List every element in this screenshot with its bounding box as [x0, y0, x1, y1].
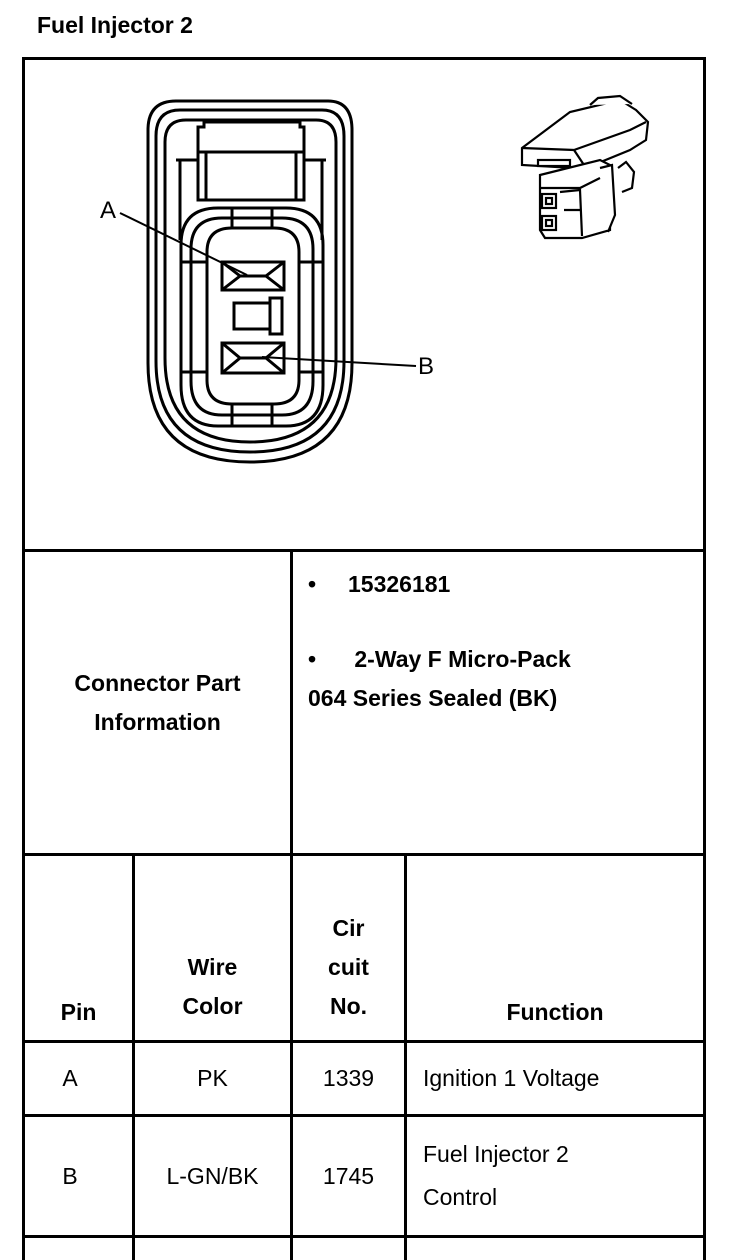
- divider-row-b: [22, 1235, 706, 1238]
- bullet-icon: •: [308, 571, 317, 597]
- header-wire-color-text: Wire Color: [182, 954, 243, 1019]
- row-b-wire-color-text: L-GN/BK: [166, 1162, 259, 1189]
- row-a-pin: [25, 1043, 115, 1114]
- connector-description: [308, 640, 571, 718]
- label-pin-a: A: [100, 197, 117, 224]
- row-a-circuit-text: 1339: [322, 1065, 375, 1091]
- header-pin: [25, 856, 132, 1040]
- row-a-pin-text: A: [62, 1065, 78, 1091]
- label-pin-b: B: [418, 353, 435, 380]
- row-a-wire-color-text: PK: [197, 1065, 228, 1091]
- header-pin-text: Pin: [60, 999, 97, 1025]
- row-a-circuit: [293, 1043, 404, 1114]
- row-b-function-text: Fuel Injector 2 Control: [423, 1141, 569, 1210]
- bullet-icon: •: [308, 646, 317, 672]
- header-wire-color: [135, 856, 290, 1040]
- connector-part-number: [308, 571, 450, 598]
- header-function: [407, 856, 703, 1040]
- connector-series-text: 064 Series Sealed (BK): [308, 685, 558, 711]
- part-number-text: 15326181: [348, 571, 451, 597]
- row-b-circuit: [293, 1117, 404, 1235]
- connector-type-text: 2-Way F Micro-Pack: [354, 646, 571, 672]
- row-b-function: [423, 1117, 653, 1235]
- header-circuit: [293, 856, 404, 1040]
- connector-info-heading: [25, 552, 290, 853]
- row-a-wire-color: [135, 1043, 290, 1114]
- connector-3d-icon: [522, 96, 648, 238]
- row-a-function: [423, 1043, 703, 1114]
- header-circuit-text: Cir cuit No.: [328, 915, 369, 1019]
- header-function-text: Function: [506, 999, 604, 1025]
- row-b-wire-color: [135, 1117, 290, 1235]
- row-b-circuit-text: 1745: [322, 1162, 375, 1189]
- connector-face-diagram: [0, 0, 752, 549]
- page-title: Fuel Injector 2: [37, 12, 193, 38]
- row-b-pin: [25, 1117, 115, 1235]
- row-b-pin-text: B: [62, 1162, 78, 1189]
- row-a-function-text: Ignition 1 Voltage: [423, 1065, 600, 1091]
- connector-info-heading-text: Connector Part Information: [74, 669, 241, 735]
